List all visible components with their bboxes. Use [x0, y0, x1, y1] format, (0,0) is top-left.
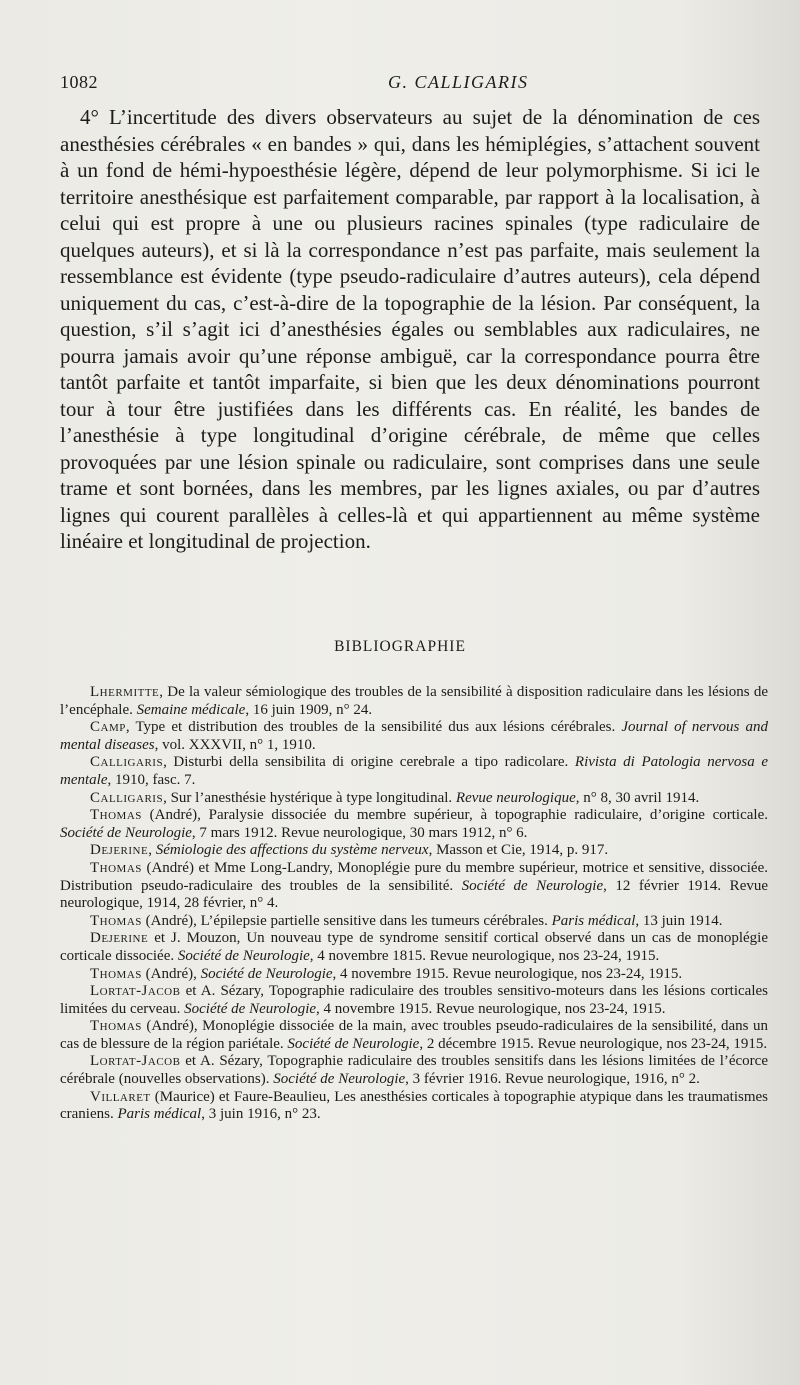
bib-text: (André), L’épilepsie partielle sensitive dans les tumeurs cérébrales.	[141, 912, 552, 929]
bib-authors: Thomas	[90, 859, 142, 876]
bib-text: , 12 février 1914. Revue neurologique, 1914, 28 février, n° 4.	[60, 877, 769, 912]
bibliography-entry	[60, 983, 768, 1018]
bib-text: et A. Sézary, Topographie radiculaire des troubles sensitifs dans les lésions limitées de l’écorce cérébrale (nouvelles observations).	[60, 1053, 768, 1088]
bib-text: , Disturbi della sensibilita di origine cerebrale a tipo radicolare.	[163, 754, 575, 771]
bib-text: , 16 juin 1909, n° 24.	[245, 701, 373, 718]
bib-text: , Masson et Cie, 1914, p. 917.	[428, 842, 609, 859]
bib-journal: Société de Neurologie	[273, 1071, 406, 1088]
bib-authors: Lhermitte	[90, 684, 160, 700]
bib-journal: Semaine médicale	[136, 701, 246, 718]
bibliography-entry	[60, 842, 768, 860]
bib-text: , 3 juin 1916, n° 23.	[201, 1106, 321, 1123]
bib-text: ,	[148, 842, 156, 859]
bib-authors: Calligaris	[90, 754, 164, 771]
bib-authors: Calligaris	[90, 789, 164, 806]
bibliography-entry	[60, 930, 768, 965]
bib-text: , 2 décembre 1915. Revue neurologique, nos 23-24, 1915.	[419, 1035, 768, 1052]
bib-text: (André), Paralysie dissociée du membre supérieur, à topographie radiculaire, d’origine corticale.	[141, 807, 768, 824]
running-head: G. CALLIGARIS	[388, 72, 529, 92]
bib-text: et A. Sézary, Topographie radiculaire des troubles sensitivo-moteurs dans les lésions corticales limitées du cerveau.	[60, 983, 768, 1017]
page-number: 1082	[60, 72, 98, 92]
bib-text: , vol. XXXVII, n° 1, 1910.	[154, 736, 316, 753]
bibliography-entry	[60, 860, 768, 913]
bib-text: , 4 novembre 1815. Revue neurologique, nos 23-24, 1915.	[309, 947, 660, 964]
bib-journal: Sémiologie des affections du système nerveux	[155, 842, 429, 859]
bib-authors: Dejerine	[90, 930, 149, 947]
bibliography-entry	[60, 966, 768, 984]
bib-text: , n° 8, 30 avril 1914.	[575, 789, 700, 806]
bib-authors: Villaret	[90, 1088, 151, 1105]
bib-journal: Société de Neurologie	[200, 965, 333, 982]
bibliography-entry	[60, 1053, 768, 1088]
bib-journal: Rivista di Patologia nervosa e mentale	[60, 754, 769, 788]
bib-text: , 4 novembre 1915. Revue neurologique, nos 23-24, 1915.	[332, 965, 683, 982]
bib-text: , De la valeur sémiologique des troubles de la sensibilité à disposition radiculaire dans les lésions de l’encéphale.	[60, 684, 768, 718]
bib-text: et J. Mouzon, Un nouveau type de syndrome sensitif cortical observé dans un cas de monoplégie corticale dissociée.	[60, 930, 768, 964]
bib-text: (André) et Mme Long-Landry, Monoplégie pure du membre supérieur, motrice et sensitive, dissociée. Distribution pseudo-radiculaire des troubles de la sensibilité.	[60, 859, 768, 894]
bib-authors: Thomas	[90, 912, 142, 929]
bib-journal: Paris médical	[117, 1106, 202, 1123]
bib-journal: Société de Neurologie	[461, 877, 604, 894]
bib-journal: Société de Neurologie	[177, 947, 310, 964]
bib-journal: Paris médical	[551, 912, 636, 929]
bib-authors: Lortat-Jacob	[90, 1053, 181, 1070]
bibliography-entry	[60, 807, 768, 842]
bibliography-list	[60, 684, 768, 1124]
bib-authors: Thomas	[90, 965, 142, 982]
page-header	[60, 72, 760, 96]
bib-text: , 13 juin 1914.	[635, 912, 723, 929]
bib-journal: Journal of nervous and mental diseases	[60, 719, 768, 753]
bib-text: (André), Monoplégie dissociée de la main, avec troubles pseudo-radiculaires de la sensibilité, dans un cas de blessure de la région pariétale.	[60, 1018, 768, 1052]
bib-authors: Camp	[90, 719, 126, 736]
body-paragraph: 4° L’incertitude des divers observateurs au sujet de la dénomination de ces anesthésies cérébrales « en bandes » qui, dans les hémiplégies, s’attachent souvent à un fond de hémi-hypoesthésie légère, dépend de leur polymorphisme. Si ici le territoire anesthésique est parfaitement comparable, par rapport à la localisation, à celui qui est propre à une ou plusieurs racines spinales (type radiculaire de quelques auteurs), et si là la correspondance n’est pas parfaite, mais seulement la ressemblance est évidente (type pseudo-radiculaire d’autres auteurs), cela dépend uniquement du cas, c’est-à-dire de la topographie de la lésion. Par conséquent, la question, s’il s’agit ici d’anesthésies égales ou semblables aux radiculaires, ne pourra jamais avoir qu’une réponse ambiguë, car la correspondance pourra être tantôt parfaite et tantôt imparfaite, si bien que les deux dénominations pourront tour à tour être justifiées dans les différents cas. En réalité, les bandes de l’anesthésie à type longitudinal d’origine cérébrale, de même que celles provoquées par une lésion spinale ou radiculaire, sont comprises dans une seule trame et sont bornées, dans les membres, par les lignes axiales, ou par d’autres lignes qui courent parallèles à celles-là et qui appartiennent au même système linéaire et longitudinal de projection.	[60, 105, 760, 553]
bib-text: , 3 février 1916. Revue neurologique, 1916, n° 2.	[405, 1071, 700, 1088]
bib-text: (Maurice) et Faure-Beaulieu, Les anesthésies corticales à topographie atypique dans les traumatismes craniens.	[60, 1088, 768, 1123]
bib-text: , 7 mars 1912. Revue neurologique, 30 mars 1912, n° 6.	[191, 824, 528, 841]
bibliography-entry	[60, 719, 768, 754]
bib-authors: Thomas	[90, 1018, 142, 1035]
bibliography-entry	[60, 1018, 768, 1053]
bib-authors: Lortat-Jacob	[90, 983, 181, 1000]
bibliography-entry	[60, 790, 768, 808]
bibliography-entry	[60, 684, 768, 719]
bib-text: , Type et distribution des troubles de la sensibilité dus aux lésions cérébrales.	[125, 719, 622, 736]
bib-authors: Dejerine	[90, 842, 149, 859]
bib-journal: Société de Neurologie	[184, 1000, 317, 1017]
bib-text: (André),	[141, 965, 201, 982]
bib-journal: Société de Neurologie	[60, 824, 192, 841]
bib-text: , Sur l’anesthésie hystérique à type longitudinal.	[163, 789, 456, 806]
bib-journal: Société de Neurologie	[287, 1035, 420, 1052]
bib-journal: Revue neurologique	[455, 789, 576, 806]
bibliography-entry	[60, 1089, 768, 1124]
bibliography-heading: BIBLIOGRAPHIE	[334, 638, 466, 655]
bib-authors: Thomas	[90, 807, 142, 824]
bibliography-entry	[60, 913, 768, 931]
bibliography-entry	[60, 754, 768, 789]
body-text	[60, 104, 760, 555]
bib-text: , 1910, fasc. 7.	[107, 771, 196, 788]
bib-text: , 4 novembre 1915. Revue neurologique, nos 23-24, 1915.	[316, 1000, 666, 1017]
